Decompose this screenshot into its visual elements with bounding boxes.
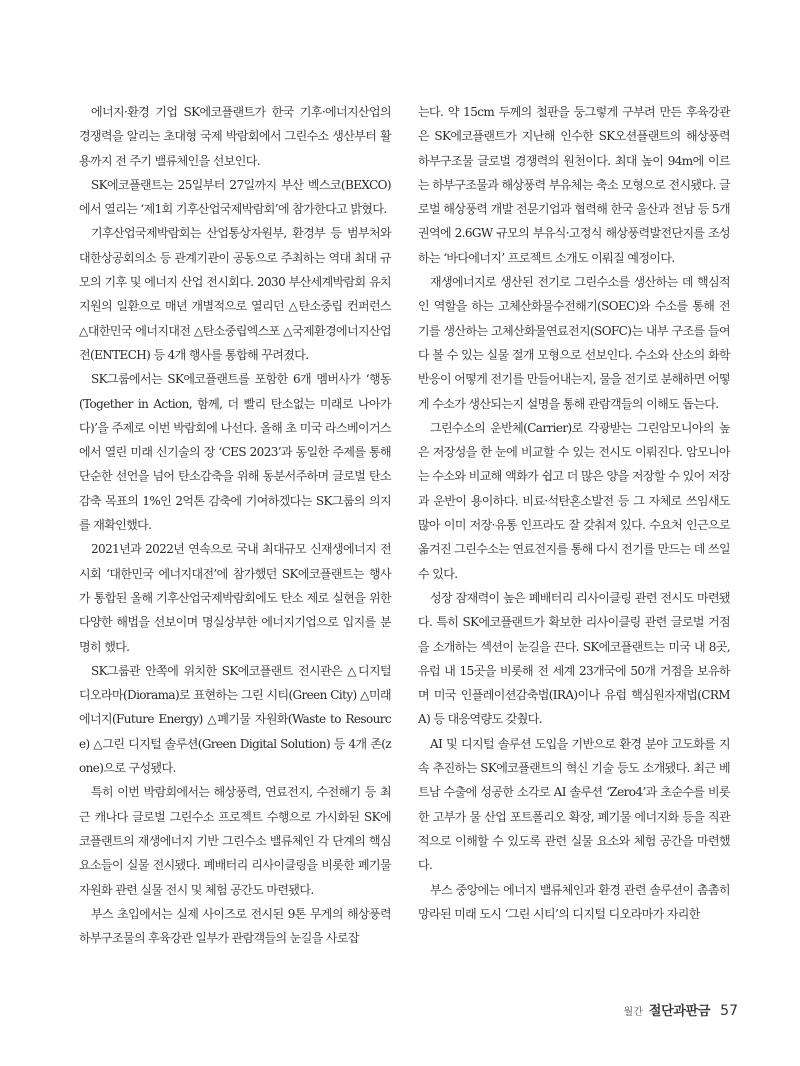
article-column-right	[418, 100, 730, 926]
paragraph: 기후산업국제박람회는 산업통상자원부, 환경부 등 범부처와 대한상공회의소 등 관계기관이 공동으로 주최하는 역대 최대 규모의 기후 및 에너지 산업 전시회다. 2030 부산세계박람회 유치 지원의 일환으로 매년 개별적으로 열리던 △탄소중립 컨퍼런스 △대한민국 에너지대전 △탄소중립엑스포 △국제환경에너지산업전(ENTECH) 등 4개 행사를 통합해 꾸려졌다.	[79, 226, 391, 362]
paragraph: 특히 이번 박람회에서는 해상풍력, 연료전지, 수전해기 등 최근 캐나다 글로벌 그린수소 프로젝트 수행으로 가시화된 SK에코플랜트의 재생에너지 기반 그린수소 밸류체인 각 단계의 핵심 요소들이 실물 전시됐다. 폐배터리 리사이클링을 비롯한 폐기물 자원화 관련 실물 전시 및 체험 공간도 마련됐다.	[79, 785, 391, 897]
page-number: 57	[720, 1003, 738, 1019]
paragraph: 성장 잠재력이 높은 폐배터리 리사이클링 관련 전시도 마련됐다. 특히 SK에코플랜트가 확보한 리사이클링 관련 글로벌 거점을 소개하는 섹션이 눈길을 끈다. SK에코플랜트는 미국 내 8곳, 유럽 내 15곳을 비롯해 전 세계 23개국에 50개 거점을 보유하며 미국 인플레이션감축법(IRA)이나 유럽 핵심원자재법(CRMA) 등 대응역량도 갖췄다.	[418, 590, 730, 727]
article-column-left	[79, 100, 391, 950]
paragraph: 부스 초입에서는 실제 사이즈로 전시된 9톤 무게의 해상풍력 하부구조물의 후육강관 일부가 관람객들의 눈길을 사로잡	[79, 906, 391, 946]
paragraph: 재생에너지로 생산된 전기로 그린수소를 생산하는 데 핵심적인 역할을 하는 고체산화물수전해기(SOEC)와 수소를 통해 전기를 생산하는 고체산화물연료전지(SOFC)는 내부 구조를 들여다 볼 수 있는 실물 절개 모형으로 선보인다. 수소와 산소의 화학반응이 어떻게 전기를 만들어내는지, 물을 전기로 분해하면 어떻게 수소가 생산되는지 설명을 통해 관람객들의 이해도 돕는다.	[418, 275, 730, 411]
paragraph: SK에코플랜트는 25일부터 27일까지 부산 벡스코(BEXCO)에서 열리는 ‘제1회 기후산업국제박람회’에 참가한다고 밝혔다.	[79, 177, 391, 217]
footer-prefix: 월간	[623, 1007, 643, 1018]
paragraph: AI 및 디지털 솔루션 도입을 기반으로 환경 분야 고도화를 지속 추진하는 SK에코플랜트의 혁신 기술 등도 소개됐다. 최근 베트남 수출에 성공한 소각로 AI 솔루션 ‘Zero4’과 초순수를 비롯한 고부가 물 산업 포트폴리오 확장, 폐기물 에너지화 등을 직관적으로 이해할 수 있도록 관련 실물 요소와 체험 공간을 마련했다.	[418, 736, 730, 873]
paragraph: 부스 중앙에는 에너지 밸류체인과 환경 관련 솔루션이 촘촘히 망라된 미래 도시 ‘그린 시티’의 디지털 디오라마가 자리한	[418, 882, 730, 921]
magazine-title: 절단과판금	[648, 1004, 711, 1019]
paragraph: SK그룹에서는 SK에코플랜트를 포함한 6개 멤버사가 ‘행동(Together in Action, 함께, 더 빨리 탄소없는 미래로 나아가다)’을 주제로 이번 박람회에 나선다. 올해 초 미국 라스베이거스에서 열린 미래 신기술의 장 ‘CES 2023’과 동일한 주제를 통해 단순한 선언을 넘어 탄소감축을 위해 동분서주하며 글로벌 탄소감축 목표의 1%인 2억톤 감축에 기여하겠다는 SK그룹의 의지를 재확인했다.	[79, 372, 391, 533]
paragraph: 는다. 약 15cm 두께의 철판을 둥그렇게 구부려 만든 후육강관은 SK에코플랜트가 지난해 인수한 SK오션플랜트의 해상풍력 하부구조물 글로벌 경쟁력의 원천이다. 최대 높이 94m에 이르는 하부구조물과 해상풍력 부유체는 축소 모형으로 전시됐다. 글로벌 해상풍력 개발 전문기업과 협력해 한국 울산과 전남 등 5개 권역에 2.6GW 규모의 부유식·고정식 해상풍력발전단지를 조성하는 ‘바다에너지’ 프로젝트 소개도 이뤄질 예정이다.	[418, 105, 730, 265]
paragraph: 에너지·환경 기업 SK에코플랜트가 한국 기후·에너지산업의 경쟁력을 알리는 초대형 국제 박람회에서 그린수소 생산부터 활용까지 전 주기 밸류체인을 선보인다.	[79, 105, 391, 168]
paragraph: SK그룹관 안쪽에 위치한 SK에코플랜트 전시관은 △디지털 디오라마(Diorama)로 표현하는 그린 시티(Green City) △미래 에너지(Future Energy) △폐기물 자원화(Waste to Resource) △그린 디지털 솔루션(Green Digital Solution) 등 4개 존(zone)으로 구성됐다.	[79, 663, 391, 776]
paragraph: 그린수소의 운반체(Carrier)로 각광받는 그린암모니아의 높은 저장성을 한 눈에 비교할 수 있는 전시도 이뤄진다. 암모니아는 수소와 비교해 액화가 쉽고 더 많은 양을 저장할 수 있어 저장과 운반이 용이하다. 비료·석탄혼소발전 등 그 자체로 쓰임새도 많아 이미 저장·유통 인프라도 잘 갖춰져 있다. 수요처 인근으로 옮겨진 그린수소는 연료전지를 통해 다시 전기를 만드는 데 쓰일 수 있다.	[418, 420, 730, 581]
page-footer	[624, 1000, 738, 1019]
paragraph: 2021년과 2022년 연속으로 국내 최대규모 신재생에너지 전시회 ‘대한민국 에너지대전’에 참가했던 SK에코플랜트는 행사가 통합된 올해 기후산업국제박람회에도 탄소 제로 실현을 위한 다양한 해법을 선보이며 명실상부한 에너지기업으로 입지를 분명히 했다.	[79, 542, 391, 654]
